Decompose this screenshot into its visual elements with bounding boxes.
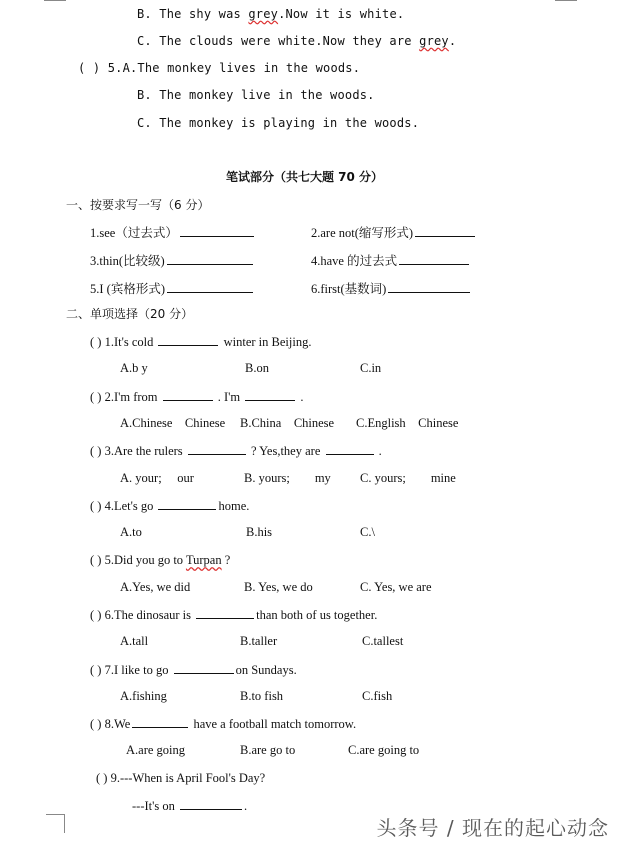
section1-item-4: 4.have 的过去式 [311, 252, 471, 269]
question-1: ( ) 1.It's cold winter in Beijing. [90, 335, 312, 349]
answer-blank[interactable] [167, 252, 253, 265]
q5-option-b: B. Yes, we do [244, 580, 313, 594]
question-6: ( ) 6.The dinosaur is than both of us together. [90, 608, 378, 622]
page-corner-top-left [44, 0, 66, 1]
q8-option-a: A.are going [126, 743, 186, 757]
q3-option-c: C. yours; mine [360, 471, 456, 485]
section1-item-2: 2.are not(缩写形式) [311, 224, 477, 241]
q8-option-b: B.are go to [240, 743, 296, 757]
answer-blank[interactable] [132, 715, 188, 728]
listening-q5-option-a: ( ) 5.A.The monkey lives in the woods. [78, 61, 361, 75]
listening-q4-option-c: C. The clouds were white.Now they are grey. [137, 34, 457, 48]
q3-option-b: B. yours; my [244, 471, 331, 485]
q6-option-b: B.taller [240, 634, 278, 648]
question-4: ( ) 4.Let's go home. [90, 499, 250, 513]
answer-blank[interactable] [326, 442, 374, 455]
q5-option-a: A.Yes, we did [120, 580, 191, 594]
q7-option-a: A.fishing [120, 689, 167, 703]
question-7: ( ) 7.I like to go on Sundays. [90, 663, 297, 677]
written-part-title: 笔试部分（共七大题 70 分） [226, 170, 384, 184]
question-9-answer-line: ---It's on . [132, 799, 248, 813]
listening-q5-option-c: C. The monkey is playing in the woods. [137, 116, 420, 130]
q6-option-c: C.tallest [362, 634, 404, 648]
question-5: ( ) 5.Did you go to Turpan ? [90, 553, 231, 567]
answer-blank[interactable] [158, 333, 218, 346]
q2-option-a: A.Chinese Chinese [120, 416, 226, 430]
q4-option-c: C.\ [360, 525, 375, 539]
section1-item-5: 5.I (宾格形式) [90, 280, 255, 297]
watermark: 头条号 / 现在的起心动念 [376, 816, 609, 840]
question-9: ( ) 9.---When is April Fool's Day? [96, 771, 266, 785]
q7-option-c: C.fish [362, 689, 393, 703]
answer-blank[interactable] [163, 388, 213, 401]
answer-blank[interactable] [180, 797, 242, 810]
answer-blank[interactable] [180, 224, 254, 237]
q8-option-c: C.are going to [348, 743, 420, 757]
answer-blank[interactable] [399, 252, 469, 265]
section1-heading: 一、按要求写一写（6 分） [66, 198, 210, 212]
answer-blank[interactable] [196, 606, 254, 619]
listening-q4-option-b: B. The shy was grey.Now it is white. [137, 7, 405, 21]
answer-blank[interactable] [188, 442, 246, 455]
q1-option-a: A.b y [120, 361, 148, 375]
answer-blank[interactable] [174, 661, 234, 674]
q6-option-a: A.tall [120, 634, 149, 648]
answer-blank[interactable] [158, 497, 216, 510]
q7-option-b: B.to fish [240, 689, 284, 703]
q4-option-a: A.to [120, 525, 142, 539]
section1-item-6: 6.first(基数词) [311, 280, 472, 297]
page-corner-top-right [555, 0, 577, 1]
answer-blank[interactable] [415, 224, 475, 237]
question-2: ( ) 2.I'm from . I'm . [90, 390, 304, 404]
section2-heading: 二、单项选择（20 分） [66, 307, 194, 321]
q2-option-c: C.English Chinese [356, 416, 459, 430]
q4-option-b: B.his [246, 525, 273, 539]
answer-blank[interactable] [167, 280, 253, 293]
q1-option-b: B.on [245, 361, 269, 375]
answer-blank[interactable] [388, 280, 470, 293]
q2-option-b: B.China Chinese [240, 416, 335, 430]
page-corner-bottom-left [46, 814, 65, 833]
listening-q5-option-b: B. The monkey live in the woods. [137, 88, 375, 102]
q3-option-a: A. your; our [120, 471, 194, 485]
question-8: ( ) 8.We have a football match tomorrow. [90, 717, 357, 731]
q1-option-c: C.in [360, 361, 382, 375]
q5-option-c: C. Yes, we are [360, 580, 432, 594]
section1-item-3: 3.thin(比较级) [90, 252, 255, 269]
section1-item-1: 1.see（过去式） [90, 224, 256, 241]
answer-blank[interactable] [245, 388, 295, 401]
question-3: ( ) 3.Are the rulers ? Yes,they are . [90, 444, 382, 458]
